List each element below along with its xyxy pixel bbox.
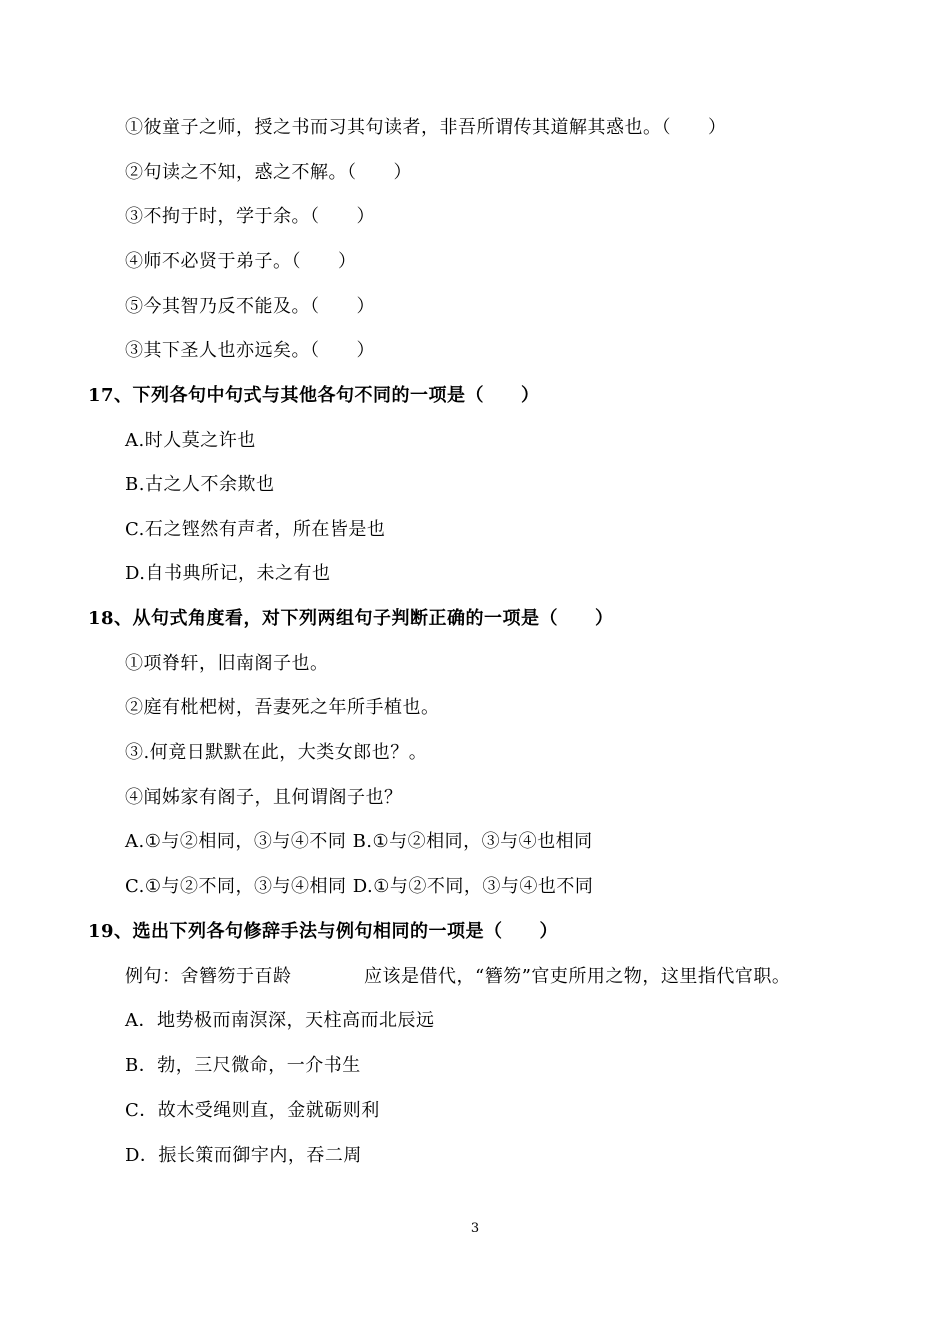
- question-17-option: B.古之人不余欺也: [125, 474, 275, 495]
- intro-item: ②句读之不知，惑之不解。（ ）: [125, 162, 412, 183]
- question-18-sentence: ①项脊轩，旧南阁子也。: [125, 653, 329, 674]
- page-number: 3: [470, 1221, 480, 1236]
- question-19-option: D．振长策而御宇内，吞二周: [125, 1145, 362, 1166]
- intro-item: ①彼童子之师，授之书而习其句读者，非吾所谓传其道解其惑也。（ ）: [125, 117, 727, 138]
- question-19-example-note: 应该是借代，“簪笏”官吏所用之物，这里指代官职。: [364, 966, 791, 987]
- question-18-sentence: ②庭有枇杷树，吾妻死之年所手植也。: [125, 697, 440, 718]
- question-19-option: B．勃，三尺微命，一介书生: [125, 1055, 361, 1076]
- question-17-option: A.时人莫之许也: [125, 430, 256, 451]
- question-17-option: D.自书典所记，未之有也: [125, 563, 331, 584]
- intro-item: ⑤今其智乃反不能及。（ ）: [125, 296, 375, 317]
- question-18-title: 18、从句式角度看，对下列两组句子判断正确的一项是（ ）: [88, 608, 614, 629]
- question-18-sentence: ④闻姊家有阁子，且何谓阁子也？: [125, 787, 403, 808]
- question-17-title: 17、下列各句中句式与其他各句不同的一项是（ ）: [88, 385, 540, 406]
- question-19-option: C．故木受绳则直，金就砺则利: [125, 1100, 380, 1121]
- question-18-option: C.①与②不同，③与④相同 D.①与②不同，③与④也不同: [125, 876, 594, 897]
- question-17-option: C.石之铿然有声者，所在皆是也: [125, 519, 386, 540]
- intro-item: ③不拘于时，学于余。（ ）: [125, 206, 375, 227]
- intro-item: ③其下圣人也亦远矣。（ ）: [125, 340, 375, 361]
- question-18-option: A.①与②相同，③与④不同 B.①与②相同，③与④也相同: [125, 831, 593, 852]
- question-19-title: 19、选出下列各句修辞手法与例句相同的一项是（ ）: [88, 921, 559, 942]
- question-18-sentence: ③.何竟日默默在此，大类女郎也？。: [125, 742, 428, 763]
- intro-item: ④师不必贤于弟子。（ ）: [125, 251, 357, 272]
- question-19-option: A．地势极而南溟深，天柱高而北辰远: [125, 1010, 435, 1031]
- question-19-example: 例句：舍簪笏于百龄: [125, 966, 292, 987]
